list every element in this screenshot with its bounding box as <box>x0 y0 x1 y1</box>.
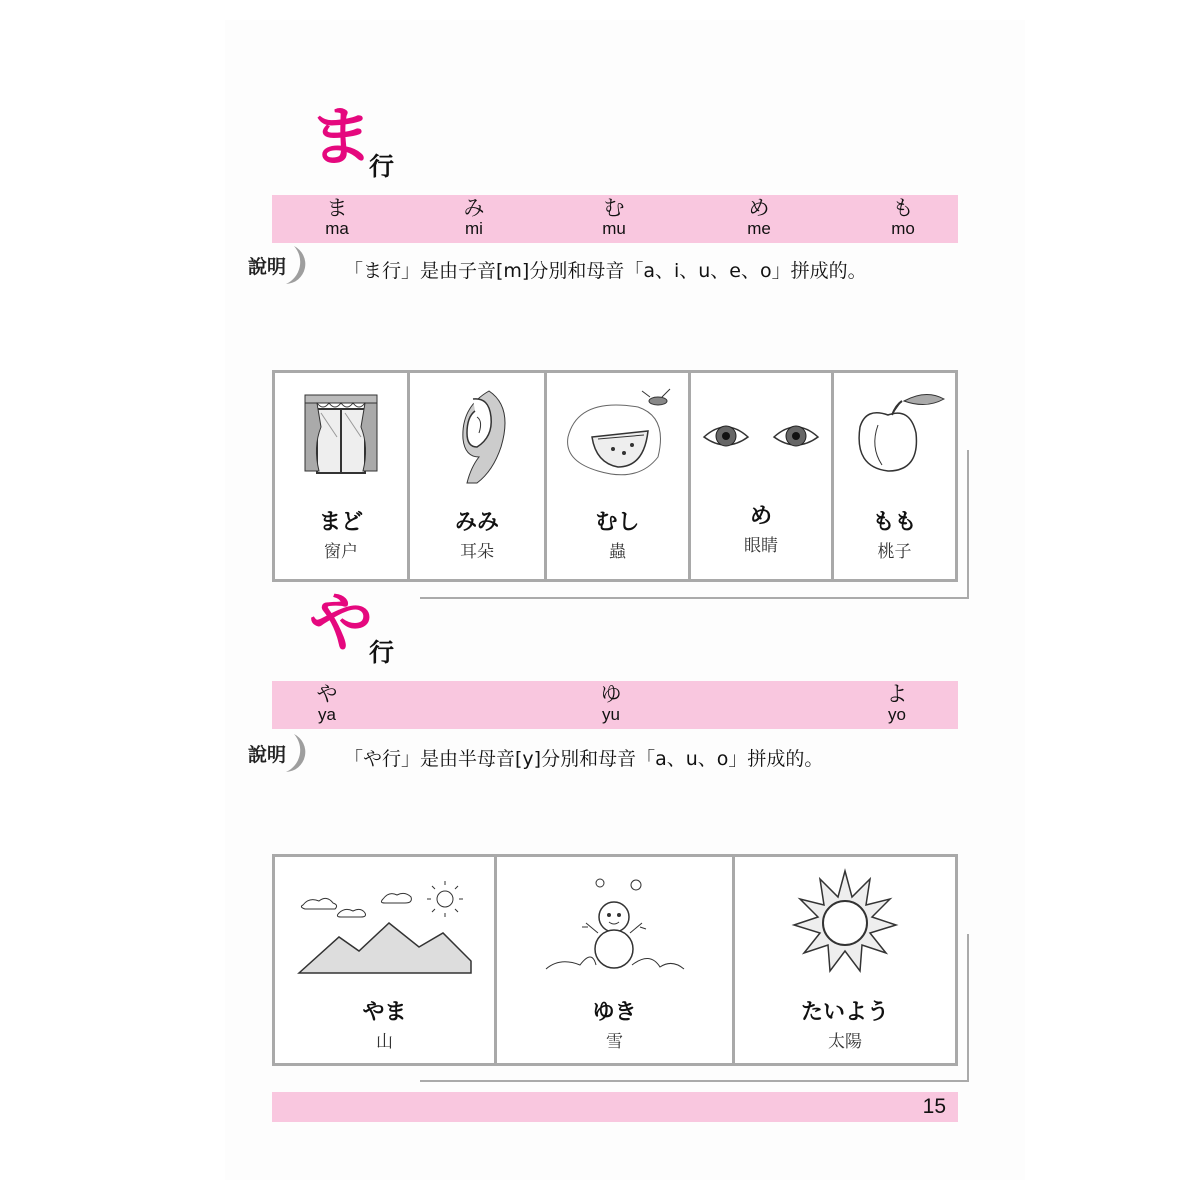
ya-word-cards <box>272 854 958 1066</box>
word-kana: もも <box>872 510 917 535</box>
word-kana: やま <box>362 1000 407 1025</box>
syllable-romaji: yo <box>888 705 906 724</box>
syllable-yo <box>862 683 932 725</box>
syllable-kana: む <box>603 196 625 220</box>
word-meaning: 太陽 <box>828 1032 862 1052</box>
word-meaning: 窗户 <box>324 542 358 562</box>
word-meaning: 桃子 <box>877 542 912 562</box>
word-kana: みみ <box>454 510 499 535</box>
word-card-taiyou <box>735 857 955 1063</box>
word-kana: ゆき <box>592 1000 637 1025</box>
syllable-romaji: me <box>747 219 771 238</box>
ma-word-cards <box>272 370 958 582</box>
explanation-text: 「や行」是由半母音[y]分別和母音「a、u、o」拼成的。 <box>344 748 824 770</box>
word-meaning: 雪 <box>606 1032 623 1052</box>
word-card-momo <box>834 373 955 579</box>
ya-explanation <box>248 740 948 780</box>
syllable-kana: ゆ <box>600 682 622 706</box>
peach-icon <box>834 387 955 487</box>
syllable-romaji: ma <box>325 219 349 238</box>
word-card-me <box>691 373 834 579</box>
word-kana: め <box>749 504 772 529</box>
syllable-yu <box>576 683 646 725</box>
ya-row-heading <box>265 578 465 688</box>
word-card-mimi <box>410 373 547 579</box>
syllable-kana: み <box>463 196 485 220</box>
sun-icon <box>735 867 955 967</box>
syllable-kana: め <box>748 196 770 220</box>
syllable-kana: ま <box>326 196 348 220</box>
syllable-kana: も <box>892 196 914 220</box>
syllable-ma <box>302 197 372 239</box>
ma-explanation <box>248 252 948 292</box>
syllable-romaji: ya <box>318 705 336 724</box>
snowman-icon <box>497 875 732 975</box>
mountain-icon <box>275 877 494 977</box>
page-footer <box>272 1092 958 1122</box>
word-meaning: 蟲 <box>609 542 626 562</box>
ya-syllable-band <box>272 681 958 729</box>
syllable-romaji: mu <box>602 219 626 238</box>
word-kana: むし <box>595 510 640 535</box>
word-kana: まど <box>318 510 363 535</box>
window-icon <box>275 387 407 487</box>
word-card-mushi <box>547 373 691 579</box>
ma-syllable-band <box>272 195 958 243</box>
syllable-kana: や <box>316 682 338 706</box>
ma-heading-suffix: 行 <box>369 152 395 181</box>
syllable-mo <box>868 197 938 239</box>
syllable-me <box>724 197 794 239</box>
syllable-mu <box>579 197 649 239</box>
syllable-kana: よ <box>886 682 908 706</box>
ma-row-heading <box>265 92 465 202</box>
syllable-romaji: yu <box>602 705 620 724</box>
word-meaning: 山 <box>376 1032 393 1052</box>
word-card-mado <box>275 373 410 579</box>
word-meaning: 眼睛 <box>744 536 778 556</box>
word-kana: たいよう <box>800 1000 889 1025</box>
syllable-romaji: mo <box>891 219 915 238</box>
explanation-text: 「ま行」是由子音[m]分別和母音「a、i、u、e、o」拼成的。 <box>344 260 867 282</box>
page-number: 15 <box>922 1095 946 1118</box>
word-card-yama <box>275 857 497 1063</box>
word-meaning: 耳朵 <box>460 542 494 562</box>
ear-icon <box>410 387 544 487</box>
syllable-mi <box>439 197 509 239</box>
ma-heading-kana: ま <box>309 101 373 175</box>
ya-heading-suffix: 行 <box>369 638 395 667</box>
syllable-ya <box>292 683 362 725</box>
insect-icon <box>547 387 688 487</box>
explanation-label: 說明 <box>248 744 287 766</box>
eyes-icon <box>691 387 831 487</box>
explanation-label: 說明 <box>248 256 287 278</box>
ya-heading-kana: や <box>309 587 373 661</box>
syllable-romaji: mi <box>465 219 483 238</box>
word-card-yuki <box>497 857 735 1063</box>
